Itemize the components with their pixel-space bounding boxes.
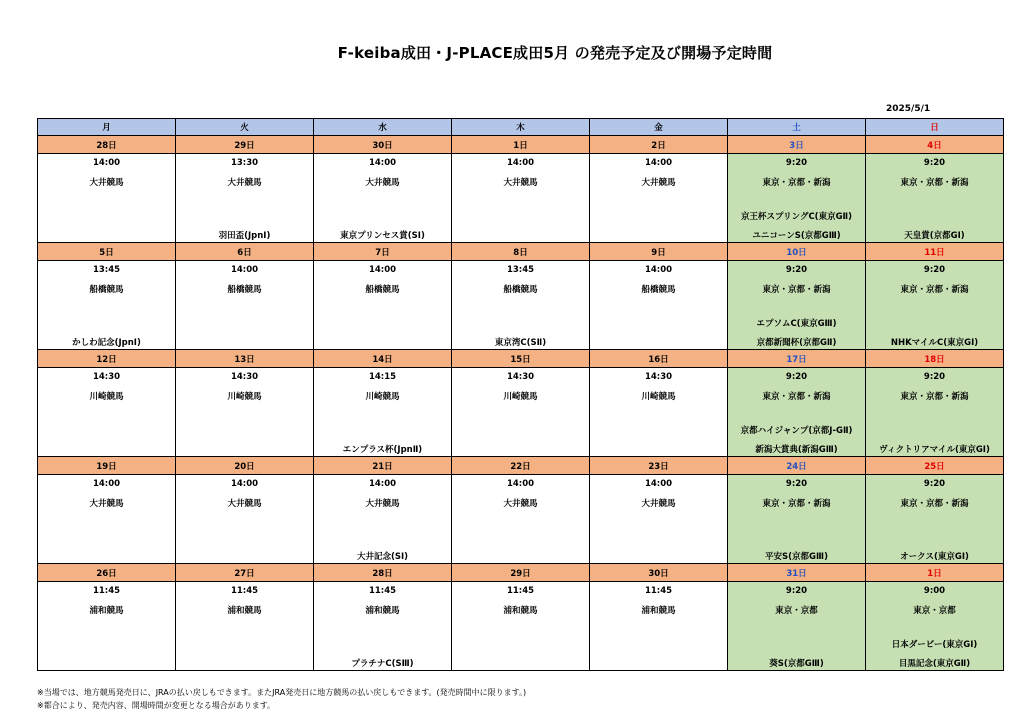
day-cell bbox=[176, 261, 314, 350]
day-cell bbox=[590, 368, 728, 457]
date-cell: 9日 bbox=[590, 243, 728, 261]
date-row bbox=[38, 457, 1004, 475]
open-time: 14:15 bbox=[368, 372, 397, 382]
venue-name: 船橋競馬 bbox=[641, 285, 676, 295]
featured-race: 目黒記念(東京GⅡ) bbox=[898, 659, 971, 669]
day-cell bbox=[590, 475, 728, 564]
footnote-2: ※都合により、発売内容、開場時間が変更となる場合があります。 bbox=[37, 701, 276, 710]
featured-race: ヴィクトリアマイル(東京GⅠ) bbox=[879, 445, 990, 455]
open-time: 13:45 bbox=[506, 265, 535, 275]
date-cell: 14日 bbox=[314, 350, 452, 368]
venue-name: 東京・京都・新潟 bbox=[900, 178, 969, 188]
day-cell bbox=[866, 582, 1004, 671]
venue-name: 東京・京都・新潟 bbox=[762, 285, 831, 295]
day-cell bbox=[314, 154, 452, 243]
open-time: 14:00 bbox=[368, 158, 397, 168]
open-time: 14:00 bbox=[230, 265, 259, 275]
day-cell bbox=[176, 475, 314, 564]
day-cell bbox=[590, 582, 728, 671]
featured-race: 平安S(京都GⅢ) bbox=[765, 552, 828, 562]
date-cell: 17日 bbox=[728, 350, 866, 368]
venue-name: 東京・京都・新潟 bbox=[762, 499, 831, 509]
open-time: 14:00 bbox=[506, 158, 535, 168]
open-time: 14:30 bbox=[92, 372, 121, 382]
day-cell bbox=[314, 368, 452, 457]
date-row bbox=[38, 136, 1004, 154]
open-time: 14:00 bbox=[368, 479, 397, 489]
venue-name: 東京・京都・新潟 bbox=[900, 499, 969, 509]
venue-name: 大井競馬 bbox=[227, 499, 262, 509]
date-cell: 12日 bbox=[38, 350, 176, 368]
venue-name: 大井競馬 bbox=[89, 178, 124, 188]
day-cell bbox=[314, 475, 452, 564]
day-cell bbox=[728, 475, 866, 564]
date-cell: 30日 bbox=[314, 136, 452, 154]
venue-name: 大井競馬 bbox=[641, 499, 676, 509]
featured-race: 羽田盃(JpnⅠ) bbox=[218, 231, 271, 241]
footnotes bbox=[37, 686, 526, 712]
date-cell: 1日 bbox=[452, 136, 590, 154]
venue-name: 大井競馬 bbox=[641, 178, 676, 188]
date-cell: 11日 bbox=[866, 243, 1004, 261]
open-time: 14:00 bbox=[92, 158, 121, 168]
venue-name: 東京・京都・新潟 bbox=[900, 285, 969, 295]
featured-race: 日本ダービー(東京GⅠ) bbox=[891, 640, 978, 650]
date-cell: 15日 bbox=[452, 350, 590, 368]
weekday-wed: 水 bbox=[314, 119, 452, 136]
date-cell: 6日 bbox=[176, 243, 314, 261]
open-time: 14:00 bbox=[368, 265, 397, 275]
open-time: 14:30 bbox=[644, 372, 673, 382]
date-cell: 26日 bbox=[38, 564, 176, 582]
venue-name: 大井競馬 bbox=[503, 499, 538, 509]
open-time: 11:45 bbox=[230, 586, 259, 596]
schedule-calendar bbox=[37, 118, 1004, 671]
featured-race: 京王杯スプリングC(東京GⅡ) bbox=[740, 212, 853, 222]
open-time: 9:00 bbox=[923, 586, 946, 596]
open-time: 13:30 bbox=[230, 158, 259, 168]
day-cell bbox=[452, 368, 590, 457]
date-cell: 31日 bbox=[728, 564, 866, 582]
open-time: 9:20 bbox=[785, 372, 808, 382]
day-cell bbox=[728, 368, 866, 457]
venue-name: 大井競馬 bbox=[365, 178, 400, 188]
date-cell: 25日 bbox=[866, 457, 1004, 475]
open-time: 9:20 bbox=[923, 158, 946, 168]
day-cell bbox=[590, 261, 728, 350]
open-time: 14:30 bbox=[230, 372, 259, 382]
open-time: 9:20 bbox=[923, 265, 946, 275]
featured-race: 天皇賞(京都GⅠ) bbox=[904, 231, 965, 241]
open-time: 14:00 bbox=[644, 479, 673, 489]
date-cell: 29日 bbox=[452, 564, 590, 582]
venue-name: 大井競馬 bbox=[227, 178, 262, 188]
day-cell bbox=[38, 368, 176, 457]
venue-name: 川崎競馬 bbox=[89, 392, 124, 402]
weekday-thu: 木 bbox=[452, 119, 590, 136]
venue-name: 船橋競馬 bbox=[227, 285, 262, 295]
featured-race: 葵S(京都GⅢ) bbox=[769, 659, 824, 669]
date-cell: 24日 bbox=[728, 457, 866, 475]
date-cell: 7日 bbox=[314, 243, 452, 261]
day-cell bbox=[866, 368, 1004, 457]
date-cell: 4日 bbox=[866, 136, 1004, 154]
date-cell: 30日 bbox=[590, 564, 728, 582]
featured-race: 新潟大賞典(新潟GⅢ) bbox=[755, 445, 838, 455]
date-row bbox=[38, 350, 1004, 368]
venue-name: 東京・京都・新潟 bbox=[762, 392, 831, 402]
venue-name: 船橋競馬 bbox=[89, 285, 124, 295]
featured-race: 京都新聞杯(京都GⅡ) bbox=[756, 338, 837, 348]
date-cell: 10日 bbox=[728, 243, 866, 261]
weekday-header-row bbox=[38, 119, 1004, 136]
weekday-sun: 日 bbox=[866, 119, 1004, 136]
day-cell bbox=[38, 261, 176, 350]
day-cell bbox=[176, 154, 314, 243]
day-cell bbox=[314, 261, 452, 350]
venue-name: 川崎競馬 bbox=[365, 392, 400, 402]
date-cell: 13日 bbox=[176, 350, 314, 368]
featured-race: かしわ記念(JpnⅠ) bbox=[72, 338, 141, 348]
day-cell bbox=[38, 475, 176, 564]
page-title: F-keiba成田・J-PLACE成田5月 の発売予定及び開場予定時間 bbox=[337, 44, 773, 62]
date-cell: 5日 bbox=[38, 243, 176, 261]
open-time: 11:45 bbox=[368, 586, 397, 596]
open-time: 14:00 bbox=[644, 158, 673, 168]
open-time: 11:45 bbox=[506, 586, 535, 596]
date-cell: 18日 bbox=[866, 350, 1004, 368]
open-time: 11:45 bbox=[92, 586, 121, 596]
schedule-row bbox=[38, 475, 1004, 564]
day-cell bbox=[866, 475, 1004, 564]
day-cell bbox=[866, 154, 1004, 243]
open-time: 14:30 bbox=[506, 372, 535, 382]
date-cell: 20日 bbox=[176, 457, 314, 475]
open-time: 9:20 bbox=[923, 479, 946, 489]
open-time: 9:20 bbox=[785, 586, 808, 596]
weekday-sat: 土 bbox=[728, 119, 866, 136]
venue-name: 川崎競馬 bbox=[227, 392, 262, 402]
venue-name: 浦和競馬 bbox=[227, 606, 262, 616]
featured-race: 京都ハイジャンプ(京都J-GⅡ) bbox=[740, 426, 853, 436]
day-cell bbox=[176, 368, 314, 457]
day-cell bbox=[452, 475, 590, 564]
date-cell: 28日 bbox=[314, 564, 452, 582]
venue-name: 浦和競馬 bbox=[365, 606, 400, 616]
venue-name: 浦和競馬 bbox=[503, 606, 538, 616]
footnote-1: ※当場では、地方競馬発売日に、JRAの払い戻しもできます。またJRA発売日に地方競馬の払い戻しもできます。(発売時間中に限ります。) bbox=[37, 688, 527, 697]
open-time: 14:00 bbox=[92, 479, 121, 489]
featured-race: エプソムC(東京GⅢ) bbox=[756, 319, 837, 329]
day-cell bbox=[176, 582, 314, 671]
day-cell bbox=[452, 261, 590, 350]
schedule-row bbox=[38, 368, 1004, 457]
date-row bbox=[38, 243, 1004, 261]
venue-name: 浦和競馬 bbox=[641, 606, 676, 616]
date-cell: 1日 bbox=[866, 564, 1004, 582]
date-cell: 22日 bbox=[452, 457, 590, 475]
venue-name: 川崎競馬 bbox=[503, 392, 538, 402]
date-cell: 21日 bbox=[314, 457, 452, 475]
day-cell bbox=[452, 582, 590, 671]
venue-name: 東京・京都 bbox=[775, 606, 818, 616]
day-cell bbox=[314, 582, 452, 671]
open-time: 9:20 bbox=[923, 372, 946, 382]
weekday-tue: 火 bbox=[176, 119, 314, 136]
venue-name: 船橋競馬 bbox=[365, 285, 400, 295]
schedule-row bbox=[38, 154, 1004, 243]
schedule-row bbox=[38, 582, 1004, 671]
date-cell: 19日 bbox=[38, 457, 176, 475]
day-cell bbox=[38, 154, 176, 243]
date-row bbox=[38, 564, 1004, 582]
featured-race: オークス(東京GⅠ) bbox=[900, 552, 969, 562]
featured-race: ユニコーンS(京都GⅢ) bbox=[752, 231, 841, 241]
day-cell bbox=[38, 582, 176, 671]
featured-race: NHKマイルC(東京GⅠ) bbox=[890, 338, 979, 348]
featured-race: 東京プリンセス賞(SⅠ) bbox=[340, 231, 425, 241]
venue-name: 東京・京都 bbox=[913, 606, 956, 616]
venue-name: 大井競馬 bbox=[365, 499, 400, 509]
date-cell: 29日 bbox=[176, 136, 314, 154]
featured-race: 東京湾C(SⅡ) bbox=[494, 338, 547, 348]
day-cell bbox=[866, 261, 1004, 350]
date-cell: 23日 bbox=[590, 457, 728, 475]
date-cell: 2日 bbox=[590, 136, 728, 154]
date-cell: 28日 bbox=[38, 136, 176, 154]
venue-name: 東京・京都・新潟 bbox=[900, 392, 969, 402]
venue-name: 船橋競馬 bbox=[503, 285, 538, 295]
date-cell: 27日 bbox=[176, 564, 314, 582]
open-time: 9:20 bbox=[785, 479, 808, 489]
venue-name: 浦和競馬 bbox=[89, 606, 124, 616]
weekday-mon: 月 bbox=[38, 119, 176, 136]
featured-race: エンプラス杯(JpnⅡ) bbox=[342, 445, 423, 455]
date-cell: 8日 bbox=[452, 243, 590, 261]
open-time: 13:45 bbox=[92, 265, 121, 275]
open-time: 14:00 bbox=[644, 265, 673, 275]
venue-name: 東京・京都・新潟 bbox=[762, 178, 831, 188]
day-cell bbox=[728, 154, 866, 243]
venue-name: 大井競馬 bbox=[503, 178, 538, 188]
day-cell bbox=[452, 154, 590, 243]
open-time: 11:45 bbox=[644, 586, 673, 596]
weekday-fri: 金 bbox=[590, 119, 728, 136]
open-time: 14:00 bbox=[506, 479, 535, 489]
date-cell: 16日 bbox=[590, 350, 728, 368]
open-time: 9:20 bbox=[785, 158, 808, 168]
issue-date: 2025/5/1 bbox=[886, 104, 931, 114]
day-cell bbox=[728, 582, 866, 671]
date-cell: 3日 bbox=[728, 136, 866, 154]
open-time: 9:20 bbox=[785, 265, 808, 275]
featured-race: 大井記念(SⅠ) bbox=[356, 552, 409, 562]
day-cell bbox=[590, 154, 728, 243]
schedule-row bbox=[38, 261, 1004, 350]
venue-name: 大井競馬 bbox=[89, 499, 124, 509]
day-cell bbox=[728, 261, 866, 350]
venue-name: 川崎競馬 bbox=[641, 392, 676, 402]
open-time: 14:00 bbox=[230, 479, 259, 489]
featured-race: プラチナC(SⅢ) bbox=[351, 659, 414, 669]
